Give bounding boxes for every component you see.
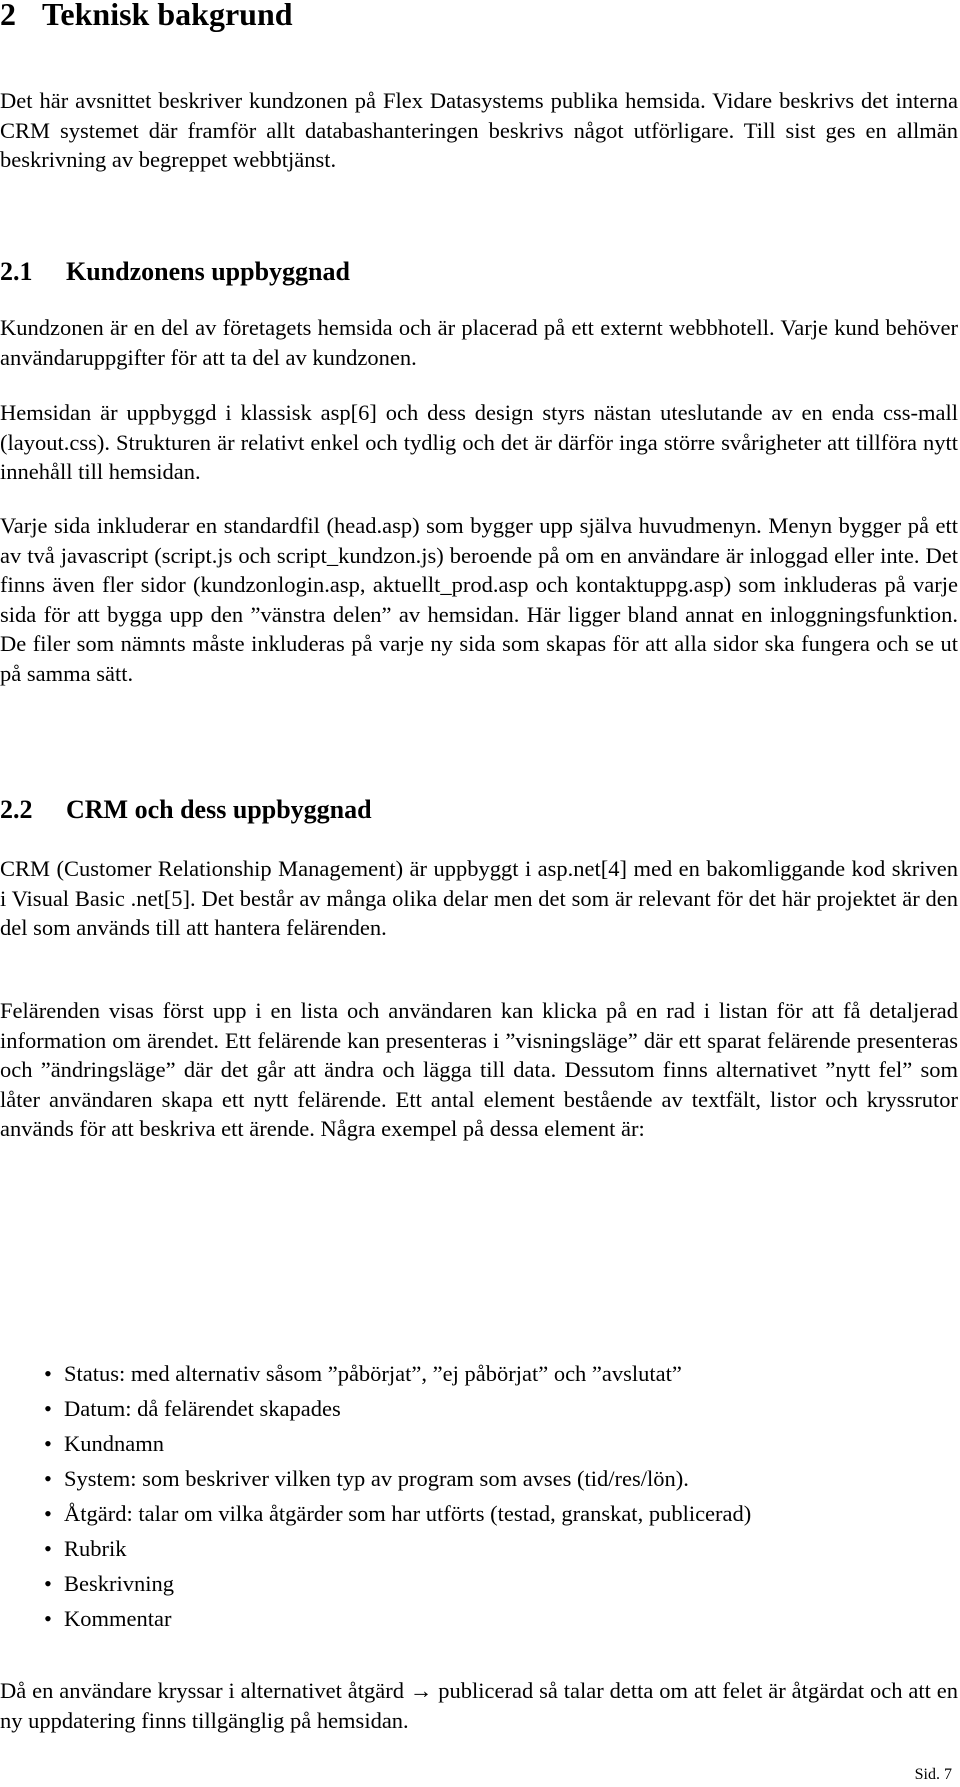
section-number: 2 [0,0,16,32]
list-item: • System: som beskriver vilken typ av program som avses (tid/res/lön). [0,1461,751,1496]
list-item: • Kommentar [0,1601,751,1636]
bullet-icon: • [44,1501,52,1526]
paragraph: Kundzonen är en del av företagets hemsida och är placerad på ett externt webbhotell. Varje kund behöver användaruppgifter för att ta del av kundzonen. [0,315,958,370]
paragraph: Felärenden visas först upp i en lista och användaren kan klicka på en rad i listan för att få detaljerad information om ärendet. Ett felärende kan presenteras i ”visningsläge” där ett sparat felärende presenteras och ”ändringsläge” där det går att ändra och lägga till data. Dessutom finns alternativet ”nytt fel” som låter användaren skapa ett nytt felärende. Ett antal element bestående av textfält, listor och kryssrutor används för att beskriva ett ärende. Några exempel på dessa element är: [0,998,958,1141]
bullet-icon: • [44,1396,52,1421]
list-item: • Rubrik [0,1531,751,1566]
subsection-number: 2.1 [0,257,33,286]
bullet-icon: • [44,1431,52,1456]
list-item: • Status: med alternativ såsom ”påbörjat”, ”ej påbörjat” och ”avslutat” [0,1356,751,1391]
paragraph: Hemsidan är uppbyggd i klassisk asp[6] och dess design styrs nästan uteslutande av en enda css-mall (layout.css). Strukturen är relativt enkel och tydlig och det är därför inga större svårigheter att tillföra nytt innehåll till hemsidan. [0,400,958,484]
list-item: • Åtgärd: talar om vilka åtgärder som har utförts (testad, granskat, publicerad) [0,1496,751,1531]
list-item: • Beskrivning [0,1566,751,1601]
subsection-heading-2-2 [0,794,372,826]
subsection-heading-2-1 [0,256,350,288]
bullet-icon: • [44,1571,52,1596]
paragraph: Då en användare kryssar i alternativet åtgärd → publicerad så talar detta om att felet är åtgärdat och att en ny uppdatering finns tillgänglig på hemsidan. [0,1678,958,1733]
section-intro-paragraph: Det här avsnittet beskriver kundzonen på Flex Datasystems publika hemsida. Vidare beskrivs det interna CRM systemet där framför allt databashanteringen beskrivs något utförligare. Till sist ges en allmän beskrivning av begreppet webbtjänst. [0,88,958,172]
bullet-icon: • [44,1466,52,1491]
bullet-icon: • [44,1606,52,1631]
bullet-icon: • [44,1361,52,1386]
paragraph: CRM (Customer Relationship Management) är uppbyggt i asp.net[4] med en bakomliggande kod skriven i Visual Basic .net[5]. Det består av många olika delar men det som är relevant för det här projektet är den del som används till att hantera felärenden. [0,856,958,940]
subsection-title: Kundzonens uppbyggnad [66,257,350,286]
subsection-title: CRM och dess uppbyggnad [66,795,372,824]
list-item: • Kundnamn [0,1426,751,1461]
paragraph: Varje sida inkluderar en standardfil (head.asp) som bygger upp själva huvudmenyn. Menyn bygger på ett av två javascript (script.js och script_kundzon.js) beroende på om en användare är inloggad eller inte. Det finns även fler sidor (kundzonlogin.asp, aktuellt_prod.asp och kontaktuppg.asp) som inkluderas på varje sida för att bygga upp den ”vänstra delen” av hemsidan. Här ligger bland annat en inloggningsfunktion. De filer som nämnts måste inkluderas på varje ny sida som skapas för att alla sidor ska fungera och se ut på samma sätt. [0,513,958,686]
subsection-number: 2.2 [0,795,33,824]
bullet-list [0,1356,751,1636]
list-item: • Datum: då felärendet skapades [0,1391,751,1426]
section-heading [0,0,293,32]
page-number: Sid. 7 [914,1766,952,1783]
bullet-icon: • [44,1536,52,1561]
section-title: Teknisk bakgrund [42,0,293,32]
